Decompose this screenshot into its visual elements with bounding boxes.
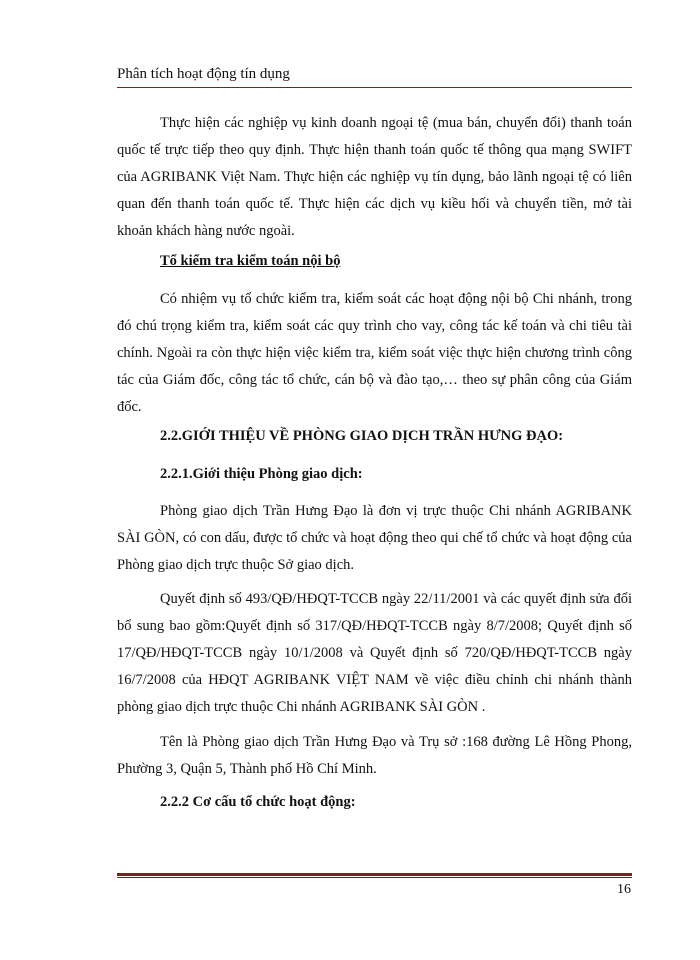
paragraph-branch-intro: Phòng giao dịch Trần Hưng Đạo là đơn vị trực thuộc Chi nhánh AGRIBANK SÀI GÒN, có con dấu, được tổ chức và hoạt động theo qui chế tổ chức và hoạt động của Phòng giao dịch trực thuộc Sở giao dịch. bbox=[117, 503, 632, 573]
paragraph-address: Tên là Phòng giao dịch Trần Hưng Đạo và Trụ sở :168 đường Lê Hồng Phong, Phường 3, Quận 5, Thành phố Hồ Chí Minh. bbox=[117, 734, 632, 777]
paragraph-internal-audit: Có nhiệm vụ tổ chức kiểm tra, kiểm soát các hoạt động nội bộ Chi nhánh, trong đó chú trọng kiểm tra, kiểm soát các quy trình cho vay, công tác kế toán và chi tiêu tài chính. Ngoài ra còn thực hiện việc kiểm tra, kiểm soát việc thực hiện chương trình công tác của Giám đốc, công tác tổ chức, cán bộ và đào tạo,… theo sự phân công của Giám đốc. bbox=[117, 291, 632, 415]
header-rule bbox=[117, 87, 632, 88]
page-header-title: Phân tích hoạt động tín dụng bbox=[117, 66, 290, 82]
heading-internal-audit: Tổ kiểm tra kiểm toán nội bộ bbox=[160, 253, 341, 269]
paragraph-foreign-exchange: Thực hiện các nghiệp vụ kinh doanh ngoại tệ (mua bán, chuyển đổi) thanh toán quốc tế trực tiếp theo quy định. Thực hiện thanh toán quốc tế thông qua mạng SWIFT của AGRIBANK Việt Nam. Thực hiện các nghiệp vụ tín dụng, bảo lãnh ngoại tệ có liên quan đến thanh toán quốc tế. Thực hiện các dịch vụ kiều hối và chuyển tiền, mở tài khoản khách hàng nước ngoài. bbox=[117, 115, 632, 239]
heading-section-2-2-2: 2.2.2 Cơ cấu tổ chức hoạt động: bbox=[160, 794, 356, 810]
heading-section-2-2-1: 2.2.1.Giới thiệu Phòng giao dịch: bbox=[160, 466, 363, 482]
paragraph-decisions: Quyết định số 493/QĐ/HĐQT-TCCB ngày 22/11/2001 và các quyết định sửa đổi bổ sung bao gồm:Quyết định số 317/QĐ/HĐQT-TCCB ngày 8/7/2008; Quyết định số 17/QĐ/HĐQT-TCCB ngày 10/1/2008 và Quyết định số 720/QĐ/HĐQT-TCCB ngày 16/7/2008 của HĐQT AGRIBANK VIỆT NAM về việc điều chỉnh chi nhánh thành phòng giao dịch trực thuộc Chi nhánh AGRIBANK SÀI GÒN . bbox=[117, 591, 632, 715]
heading-section-2-2: 2.2.GIỚI THIỆU VỀ PHÒNG GIAO DỊCH TRẦN HƯNG ĐẠO: bbox=[160, 428, 564, 444]
footer-rule bbox=[117, 873, 632, 878]
page-number: 16 bbox=[617, 882, 631, 897]
